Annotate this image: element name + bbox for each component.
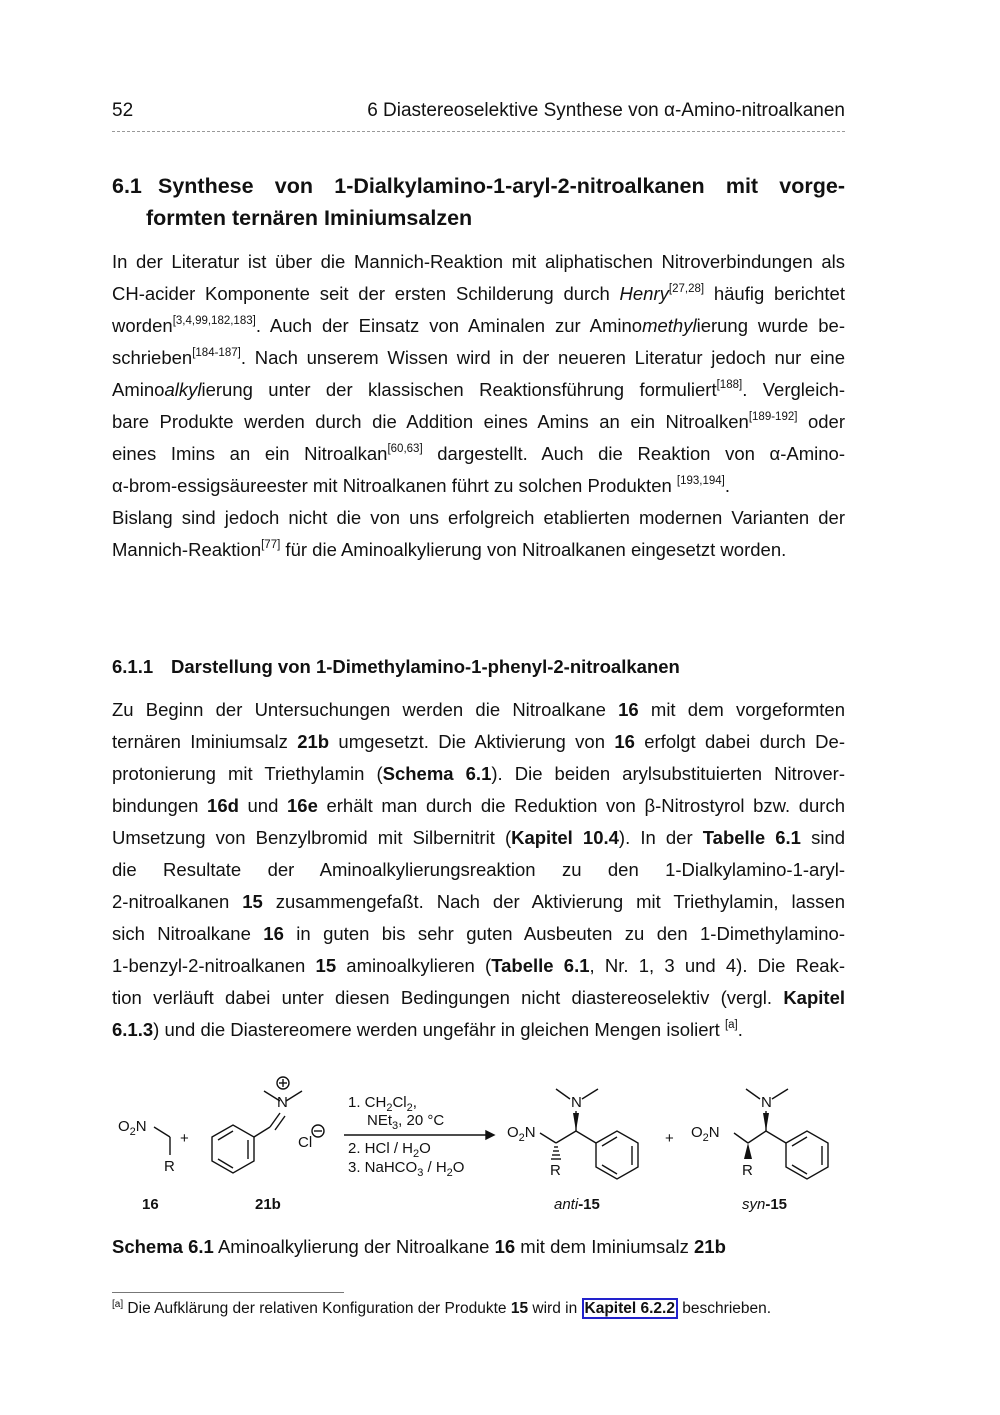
text-line: eines Imins an ein Nitroalkan[60,63] dargestellt. Auch die Reaktion von α-Amino- xyxy=(112,443,845,464)
condition-line-1: 1. $CH_2Cl_2$, xyxy=(348,1094,417,1114)
text-line: ternären Iminiumsalz 21b umgesetzt. Die Aktivierung von 16 erfolgt dabei durch De- xyxy=(112,731,845,752)
footnote-mark: [a] xyxy=(112,1299,124,1310)
nitro-group-label: $O_2N$ xyxy=(118,1118,147,1138)
text-line: 2-nitroalkanen 15 zusammengefaßt. Nach der Aktivierung mit Triethylamin, lassen xyxy=(112,891,845,912)
citation: [77] xyxy=(261,539,281,551)
nitro-group-label: $O_2N$ xyxy=(691,1124,720,1144)
scheme-caption: Schema 6.1 Aminoalkylierung der Nitroalkane 16 mit dem Iminiumsalz 21b xyxy=(112,1236,726,1257)
plus-sign: + xyxy=(180,1130,189,1147)
page-number: 52 xyxy=(112,100,134,121)
section-title-line1: Synthese von 1-Dialkylamino-1-aryl-2-nitroalkanen mit vorge- xyxy=(158,174,845,198)
intro-paragraph xyxy=(112,246,845,566)
citation: [193,194] xyxy=(676,475,725,487)
text-line: 6.1.3) und die Diastereomere werden ungefähr in gleichen Mengen isoliert [a]. xyxy=(112,1019,743,1040)
compound-label-anti-15: anti-15 xyxy=(554,1196,600,1213)
r-group-label: R xyxy=(550,1162,561,1179)
text-line: schrieben[184-187]. Nach unserem Wissen wird in der neueren Literatur jedoch nur eine xyxy=(112,347,845,368)
footnote-mark: [a] xyxy=(724,1019,738,1031)
footnote-rule xyxy=(112,1292,344,1293)
header-rule xyxy=(112,131,845,132)
text-line: bindungen 16d und 16e erhält man durch die Reduktion von β-Nitrostyrol bzw. durch xyxy=(112,795,846,816)
condition-line-4: 3. NaHCO$_3$ / $H_2O$ xyxy=(348,1159,465,1179)
r-group-label: R xyxy=(742,1162,753,1179)
text-line: sich Nitroalkane 16 in guten bis sehr guten Ausbeuten zu den 1-Dimethylamino- xyxy=(112,923,845,944)
subsection-title: 6.1.1 Darstellung von 1-Dimethylamino-1-phenyl-2-nitroalkanen xyxy=(112,656,680,677)
citation: [188] xyxy=(716,379,743,391)
condition-line-3: 2. HCl / $H_2O$ xyxy=(348,1140,431,1160)
citation: [184-187] xyxy=(192,347,241,359)
amine-n-label: N xyxy=(571,1094,582,1111)
footnote: [a] Die Aufklärung der relativen Konfiguration der Produkte 15 wird in Kapitel 6.2.2 beschrieben. xyxy=(112,1299,772,1317)
iminium-n-label: N xyxy=(277,1094,288,1111)
compound-label-syn-15: syn-15 xyxy=(742,1196,788,1213)
condition-line-2: NEt$_3$, 20 °C xyxy=(367,1112,445,1132)
subsection-number: 6.1.1 xyxy=(112,656,154,677)
amine-n-label: N xyxy=(761,1094,772,1111)
section-title xyxy=(112,170,845,234)
body-paragraph xyxy=(112,694,845,1046)
citation: [189-192] xyxy=(748,411,798,423)
text-line: Umsetzung von Benzylbromid mit Silbernitrit (Kapitel 10.4). In der Tabelle 6.1 sind xyxy=(112,827,846,848)
compound-label-16: 16 xyxy=(142,1196,159,1213)
plus-sign: + xyxy=(665,1130,674,1147)
text-line: Mannich-Reaktion[77] für die Aminoalkylierung von Nitroalkanen eingesetzt worden. xyxy=(112,539,787,560)
text-line: die Resultate der Aminoalkylierungsreaktion zu den 1-Dialkylamino-1-aryl- xyxy=(112,859,845,880)
reaction-scheme xyxy=(108,1075,848,1225)
text-line: CH-acider Komponente seit der ersten Schilderung durch Henry[27,28] häufig berichtet xyxy=(112,283,845,304)
text-line: Zu Beginn der Untersuchungen werden die Nitroalkane 16 mit dem vorgeformten xyxy=(112,699,845,720)
text-line: 1-benzyl-2-nitroalkanen 15 aminoalkylieren (Tabelle 6.1, Nr. 1, 3 und 4). Die Reak- xyxy=(112,955,845,976)
text-line: Aminoalkylierung unter der klassischen Reaktionsführung formuliert[188]. Vergleich- xyxy=(112,379,846,400)
r-group-label: R xyxy=(164,1158,175,1175)
text-line: bare Produkte werden durch die Addition eines Amins an ein Nitroalken[189-192] oder xyxy=(112,411,845,432)
text-line: tion verläuft dabei unter diesen Bedingungen nicht diastereoselektiv (vergl. Kapitel xyxy=(112,987,845,1008)
compound-label-21b: 21b xyxy=(255,1196,281,1213)
chapter-link[interactable]: Kapitel 6.2.2 xyxy=(582,1298,678,1319)
section-number: 6.1 xyxy=(112,174,142,198)
text-line: In der Literatur ist über die Mannich-Reaktion mit aliphatischen Nitroverbindungen als xyxy=(112,251,845,272)
nitro-group-label: $O_2N$ xyxy=(507,1124,536,1144)
chloride-label: Cl xyxy=(298,1134,313,1151)
citation: [60,63] xyxy=(387,443,423,455)
citation: [3,4,99,182,183] xyxy=(172,315,256,327)
citation: [27,28] xyxy=(668,283,705,295)
text-line: worden[3,4,99,182,183]. Auch der Einsatz von Aminalen zur Aminomethylierung wurde be- xyxy=(112,315,845,336)
text-line: protonierung mit Triethylamin (Schema 6.1). Die beiden arylsubstituierten Nitrover- xyxy=(112,763,845,784)
text-line: α-brom-essigsäureester mit Nitroalkanen führt zu solchen Produkten [193,194]. xyxy=(112,475,731,496)
running-title: 6 Diastereoselektive Synthese von α-Amino-nitroalkanen xyxy=(367,100,845,121)
text-line: Bislang sind jedoch nicht die von uns erfolgreich etablierten modernen Varianten der xyxy=(112,507,845,528)
section-title-line2: formten ternären Iminiumsalzen xyxy=(146,206,473,230)
